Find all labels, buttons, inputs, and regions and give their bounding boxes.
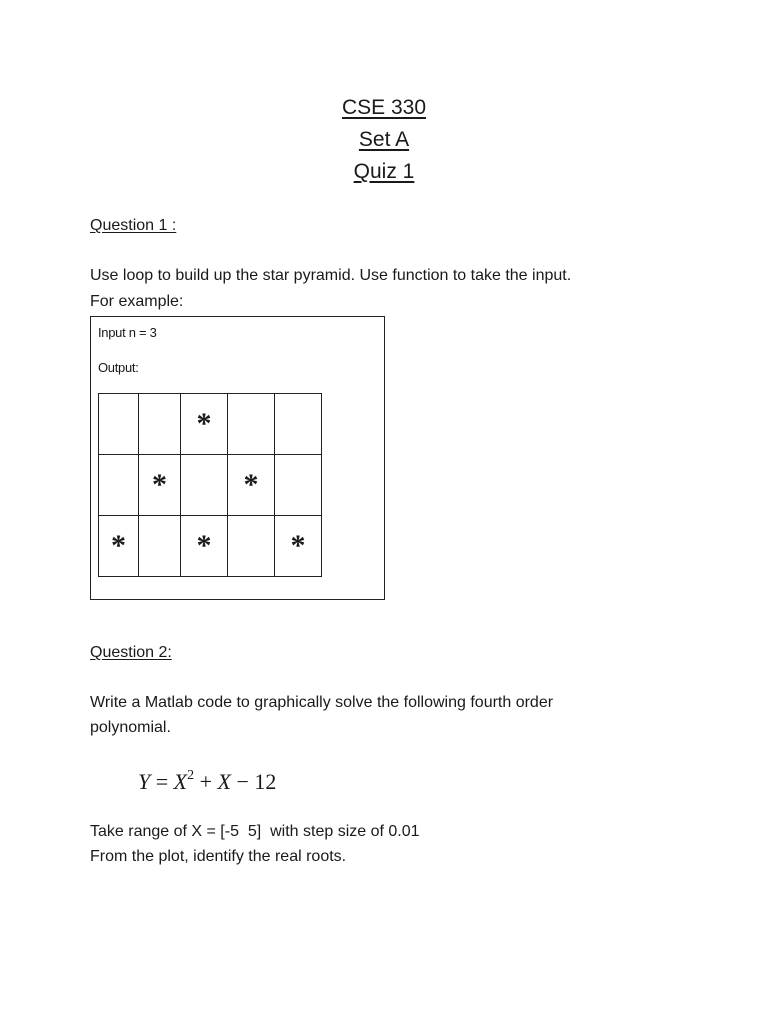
- title-set: Set A: [358, 128, 410, 151]
- equation-term2-var: X: [217, 769, 231, 794]
- example-output-label: Output:: [98, 360, 139, 375]
- question1-text-line2: For example:: [90, 293, 184, 310]
- grid-cell: [275, 394, 322, 455]
- grid-cell: [181, 455, 228, 516]
- grid-cell: *: [181, 516, 228, 577]
- grid-cell: *: [181, 394, 228, 455]
- polynomial-equation: [138, 768, 276, 795]
- grid-cell: *: [228, 455, 275, 516]
- equation-plus: +: [199, 769, 213, 794]
- equation-lhs: Y: [138, 769, 151, 794]
- equation-equals: =: [155, 769, 169, 794]
- example-input-label: Input n = 3: [98, 325, 157, 340]
- equation-constant: 12: [254, 769, 277, 794]
- equation-minus: −: [236, 769, 249, 794]
- grid-row: [99, 394, 322, 455]
- grid-cell: [275, 455, 322, 516]
- question2-heading: Question 2:: [90, 644, 172, 661]
- grid-cell: [139, 516, 181, 577]
- grid-cell: *: [99, 516, 139, 577]
- title-course: CSE 330: [341, 96, 427, 119]
- question1-heading: Question 1 :: [90, 217, 177, 234]
- grid-cell: *: [275, 516, 322, 577]
- question1-text-line1: Use loop to build up the star pyramid. Use function to take the input.: [90, 267, 572, 284]
- grid-cell: [99, 394, 139, 455]
- example-box: [90, 316, 385, 600]
- grid-row: [99, 455, 322, 516]
- question2-text-line1: Write a Matlab code to graphically solve the following fourth order: [90, 694, 554, 711]
- grid-cell: [228, 394, 275, 455]
- question2-range-text: Take range of X = [-5 5] with step size of 0.01: [90, 823, 420, 840]
- equation-term1-var: X: [173, 769, 188, 794]
- grid-cell: *: [139, 455, 181, 516]
- title-quiz: Quiz 1: [353, 160, 415, 183]
- question2-text-line2: polynomial.: [90, 719, 171, 736]
- grid-cell: [228, 516, 275, 577]
- question2-roots-text: From the plot, identify the real roots.: [90, 848, 347, 865]
- grid-row: [99, 516, 322, 577]
- grid-cell: [139, 394, 181, 455]
- star-pyramid-grid: [98, 393, 322, 577]
- grid-cell: [99, 455, 139, 516]
- equation-term1-exponent: 2: [187, 768, 195, 783]
